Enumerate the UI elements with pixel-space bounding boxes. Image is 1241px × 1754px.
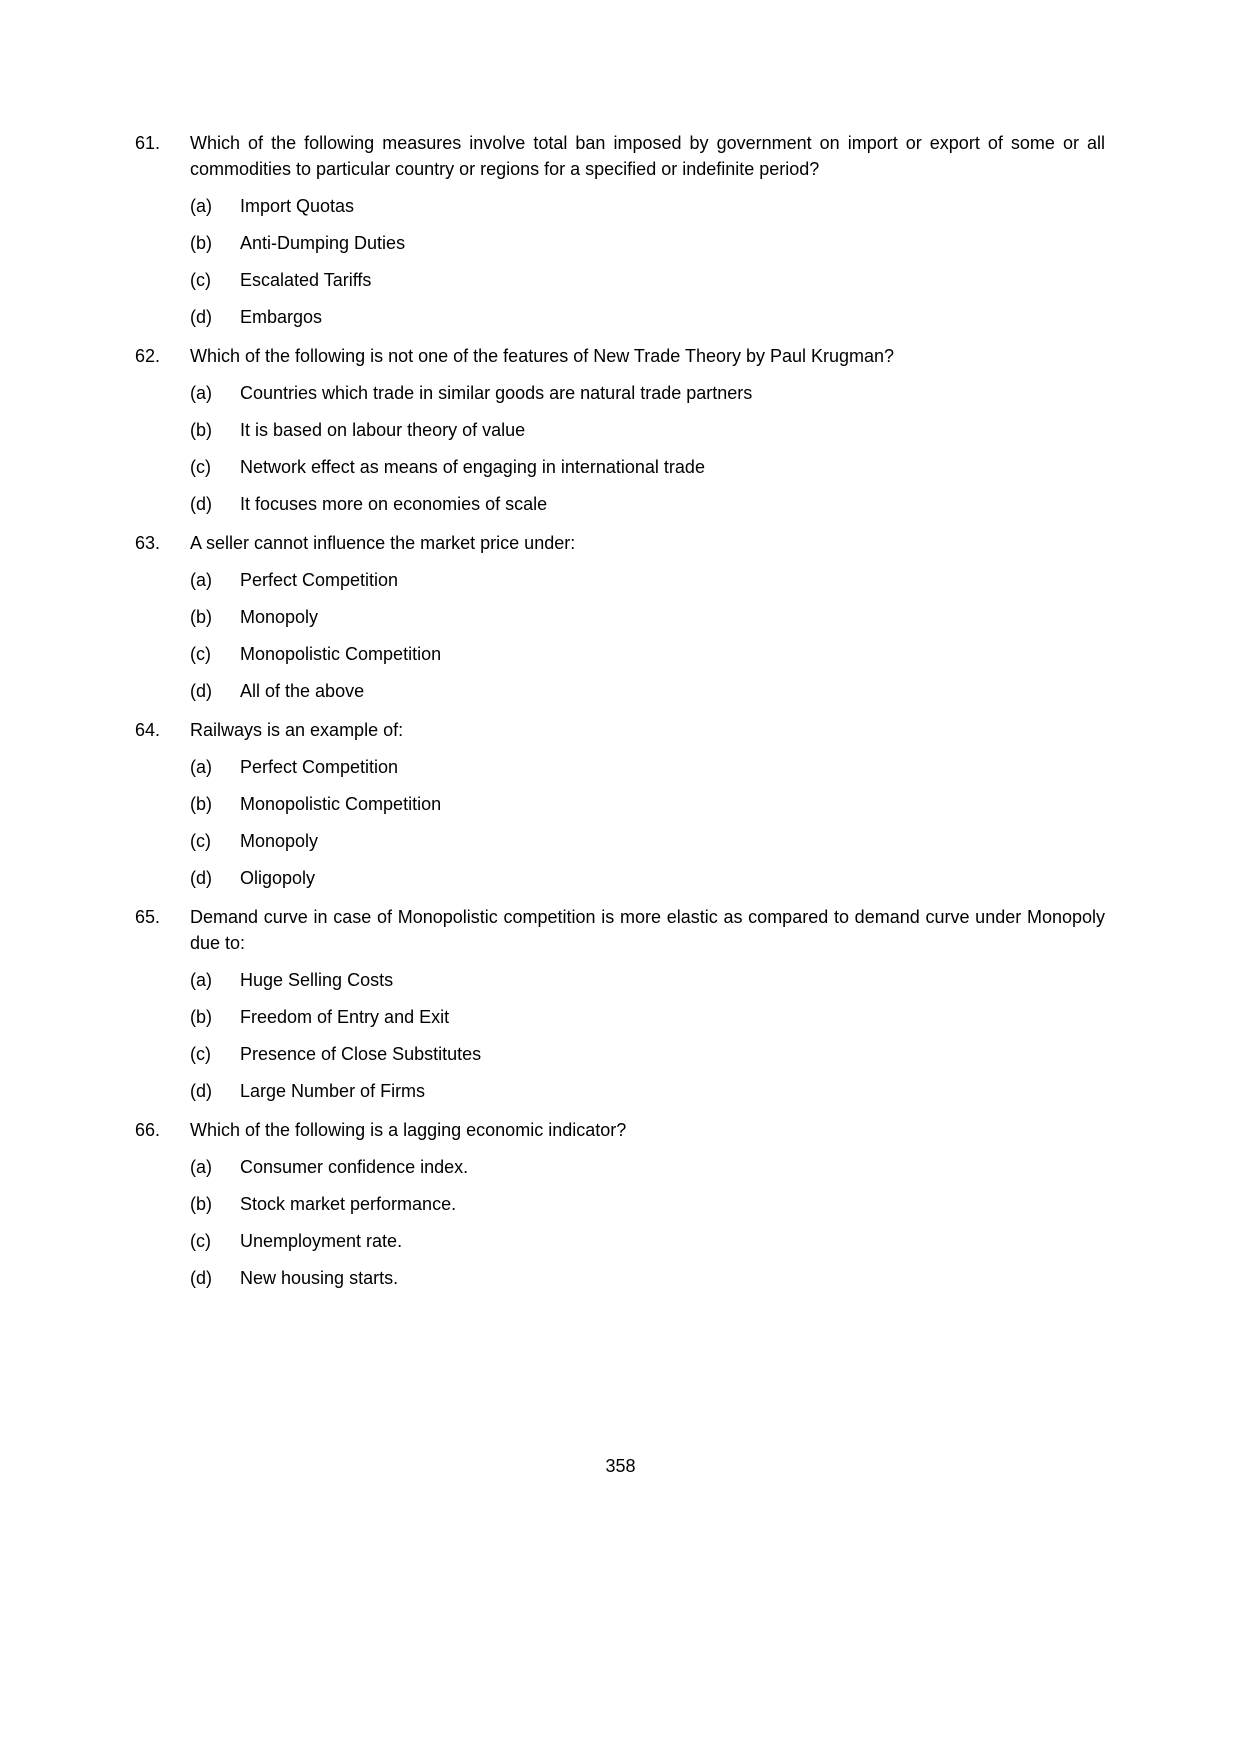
question-number: 61. — [135, 133, 161, 153]
question-body — [190, 130, 1105, 343]
option-text: Consumer confidence index. — [240, 1157, 469, 1177]
option-row — [190, 756, 1105, 778]
option-letter: (d) — [190, 307, 212, 327]
option-letter: (c) — [190, 644, 211, 664]
option-text: Escalated Tariffs — [240, 270, 372, 290]
option-text: Huge Selling Costs — [240, 970, 394, 990]
option-text: Embargos — [240, 307, 323, 327]
option-text: New housing starts. — [240, 1268, 399, 1288]
option-row — [190, 195, 1105, 217]
option-row — [190, 969, 1105, 991]
option-row — [190, 830, 1105, 852]
option-text: Presence of Close Substitutes — [240, 1044, 482, 1064]
option-text: Large Number of Firms — [240, 1081, 426, 1101]
question-number: 63. — [135, 533, 161, 553]
question-body — [190, 904, 1105, 1117]
option-letter: (c) — [190, 1231, 211, 1251]
option-letter: (b) — [190, 233, 212, 253]
option-text: Stock market performance. — [240, 1194, 457, 1214]
option-row — [190, 493, 1105, 515]
question-body — [190, 1117, 1105, 1304]
option-text: It is based on labour theory of value — [240, 420, 526, 440]
option-row — [190, 1080, 1105, 1102]
options-list — [190, 382, 1105, 515]
option-letter: (d) — [190, 494, 212, 514]
option-text: Monopoly — [240, 831, 319, 851]
question-text: Demand curve in case of Monopolistic competition is more elastic as compared to demand curve under Monopoly due to: — [190, 907, 1105, 953]
options-list — [190, 195, 1105, 328]
question-body — [190, 717, 1105, 904]
option-row — [190, 382, 1105, 404]
option-text: Countries which trade in similar goods are natural trade partners — [240, 383, 753, 403]
option-text: Perfect Competition — [240, 757, 399, 777]
question-text: A seller cannot influence the market price under: — [190, 533, 576, 553]
option-text: Unemployment rate. — [240, 1231, 403, 1251]
option-letter: (d) — [190, 1081, 212, 1101]
option-letter: (a) — [190, 570, 212, 590]
option-letter: (d) — [190, 1268, 212, 1288]
option-letter: (b) — [190, 607, 212, 627]
option-row — [190, 680, 1105, 702]
option-text: Monopoly — [240, 607, 319, 627]
question-number: 64. — [135, 720, 161, 740]
question-text: Railways is an example of: — [190, 720, 404, 740]
options-list — [190, 1156, 1105, 1289]
option-letter: (b) — [190, 1194, 212, 1214]
option-letter: (a) — [190, 970, 212, 990]
option-row — [190, 643, 1105, 665]
option-row — [190, 569, 1105, 591]
option-row — [190, 232, 1105, 254]
option-text: Monopolistic Competition — [240, 794, 442, 814]
option-letter: (b) — [190, 1007, 212, 1027]
option-row — [190, 1230, 1105, 1252]
option-text: It focuses more on economies of scale — [240, 494, 548, 514]
question — [135, 717, 1105, 904]
option-row — [190, 1156, 1105, 1178]
question-body — [190, 343, 1105, 530]
option-letter: (a) — [190, 757, 212, 777]
question-text: Which of the following is not one of the features of New Trade Theory by Paul Krugman? — [190, 346, 895, 366]
question — [135, 530, 1105, 717]
option-row — [190, 867, 1105, 889]
option-letter: (a) — [190, 1157, 212, 1177]
option-row — [190, 1193, 1105, 1215]
options-list — [190, 969, 1105, 1102]
option-row — [190, 793, 1105, 815]
question — [135, 130, 1105, 343]
option-letter: (c) — [190, 831, 211, 851]
option-text: Oligopoly — [240, 868, 316, 888]
question-body — [190, 530, 1105, 717]
question-number: 66. — [135, 1120, 161, 1140]
question — [135, 904, 1105, 1117]
question — [135, 343, 1105, 530]
option-row — [190, 1267, 1105, 1289]
page-number: 358 — [605, 1456, 636, 1476]
option-text: Import Quotas — [240, 196, 355, 216]
option-row — [190, 306, 1105, 328]
option-text: Freedom of Entry and Exit — [240, 1007, 450, 1027]
option-letter: (b) — [190, 794, 212, 814]
option-text: All of the above — [240, 681, 365, 701]
option-letter: (c) — [190, 270, 211, 290]
option-letter: (d) — [190, 681, 212, 701]
option-row — [190, 419, 1105, 441]
option-letter: (c) — [190, 1044, 211, 1064]
option-text: Perfect Competition — [240, 570, 399, 590]
option-letter: (d) — [190, 868, 212, 888]
question-text: Which of the following is a lagging economic indicator? — [190, 1120, 627, 1140]
option-letter: (b) — [190, 420, 212, 440]
option-text: Network effect as means of engaging in international trade — [240, 457, 705, 477]
option-row — [190, 1006, 1105, 1028]
options-list — [190, 756, 1105, 889]
question-number: 62. — [135, 346, 161, 366]
question — [135, 1117, 1105, 1304]
option-text: Anti-Dumping Duties — [240, 233, 406, 253]
option-row — [190, 1043, 1105, 1065]
option-text: Monopolistic Competition — [240, 644, 442, 664]
options-list — [190, 569, 1105, 702]
option-row — [190, 269, 1105, 291]
question-text: Which of the following measures involve total ban imposed by government on import or export of some or all commodities to particular country or regions for a specified or indefinite period? — [190, 133, 1105, 179]
option-letter: (c) — [190, 457, 211, 477]
option-row — [190, 606, 1105, 628]
option-row — [190, 456, 1105, 478]
option-letter: (a) — [190, 196, 212, 216]
option-letter: (a) — [190, 383, 212, 403]
question-number: 65. — [135, 907, 161, 927]
